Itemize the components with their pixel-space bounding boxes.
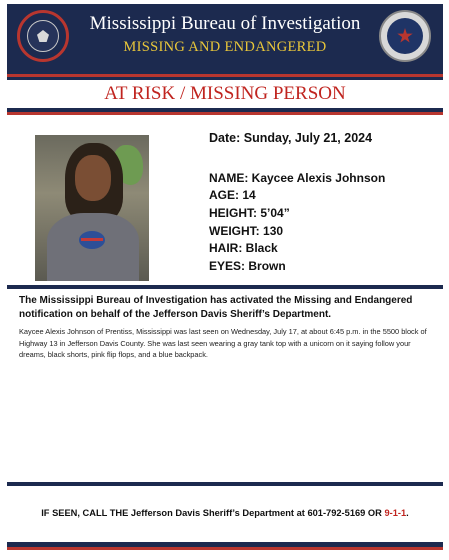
height-value: 5’04”: [260, 206, 290, 220]
weight-row: [209, 224, 283, 238]
eyes-value: Brown: [248, 259, 286, 273]
eyes-row: [209, 259, 286, 273]
hair-label: HAIR:: [209, 241, 243, 255]
mbi-badge-icon: [379, 10, 431, 62]
name-label: NAME:: [209, 171, 249, 185]
age-value: 14: [242, 188, 256, 202]
activation-notice: The Mississippi Bureau of Investigation has activated the Missing and Endangered notification on behalf of the Jefferson Davis Sheriff’s Department.: [19, 295, 413, 320]
date-value: Sunday, July 21, 2024: [243, 131, 373, 145]
agency-name: Mississippi Bureau of Investigation: [89, 13, 361, 34]
divider: [7, 482, 443, 486]
weight-value: 130: [263, 224, 284, 238]
height-row: [209, 206, 290, 220]
age-row: [209, 188, 256, 202]
divider: [7, 112, 443, 115]
divider: [7, 547, 443, 550]
divider: [7, 77, 443, 80]
emergency-number: 9-1-1: [384, 508, 407, 518]
missing-person-photo: [35, 135, 149, 281]
name-row: [209, 171, 385, 185]
hair-row: [209, 241, 278, 255]
alert-title: AT RISK / MISSING PERSON: [104, 83, 346, 104]
contact-line: [7, 508, 443, 518]
name-value: Kaycee Alexis Johnson: [251, 171, 386, 185]
age-label: AGE:: [209, 188, 239, 202]
contact-end: .: [406, 508, 409, 518]
height-label: HEIGHT:: [209, 206, 257, 220]
header-subtitle: MISSING AND ENDANGERED: [123, 39, 327, 55]
weight-label: WEIGHT:: [209, 224, 260, 238]
date-label: Date:: [209, 131, 241, 145]
last-seen-details: Kaycee Alexis Johnson of Prentiss, Mississippi was last seen on Wednesday, July 17, at about 6:45 p.m. in the 5500 block of Highway 13 in Jefferson Davis County. She was last seen wearing a gray tank top with a unicorn on it saying follow your dreams, black shorts, pink flip flops, and a blue backpack.: [19, 327, 427, 360]
header-banner: [7, 4, 443, 74]
report-date: [209, 131, 372, 145]
missing-person-flyer: [7, 4, 443, 556]
hair-value: Black: [245, 241, 278, 255]
contact-text: IF SEEN, CALL THE Jefferson Davis Sheriff’s Department at 601-792-5169 OR: [41, 508, 385, 518]
divider: [7, 285, 443, 289]
eyes-label: EYES:: [209, 259, 246, 273]
